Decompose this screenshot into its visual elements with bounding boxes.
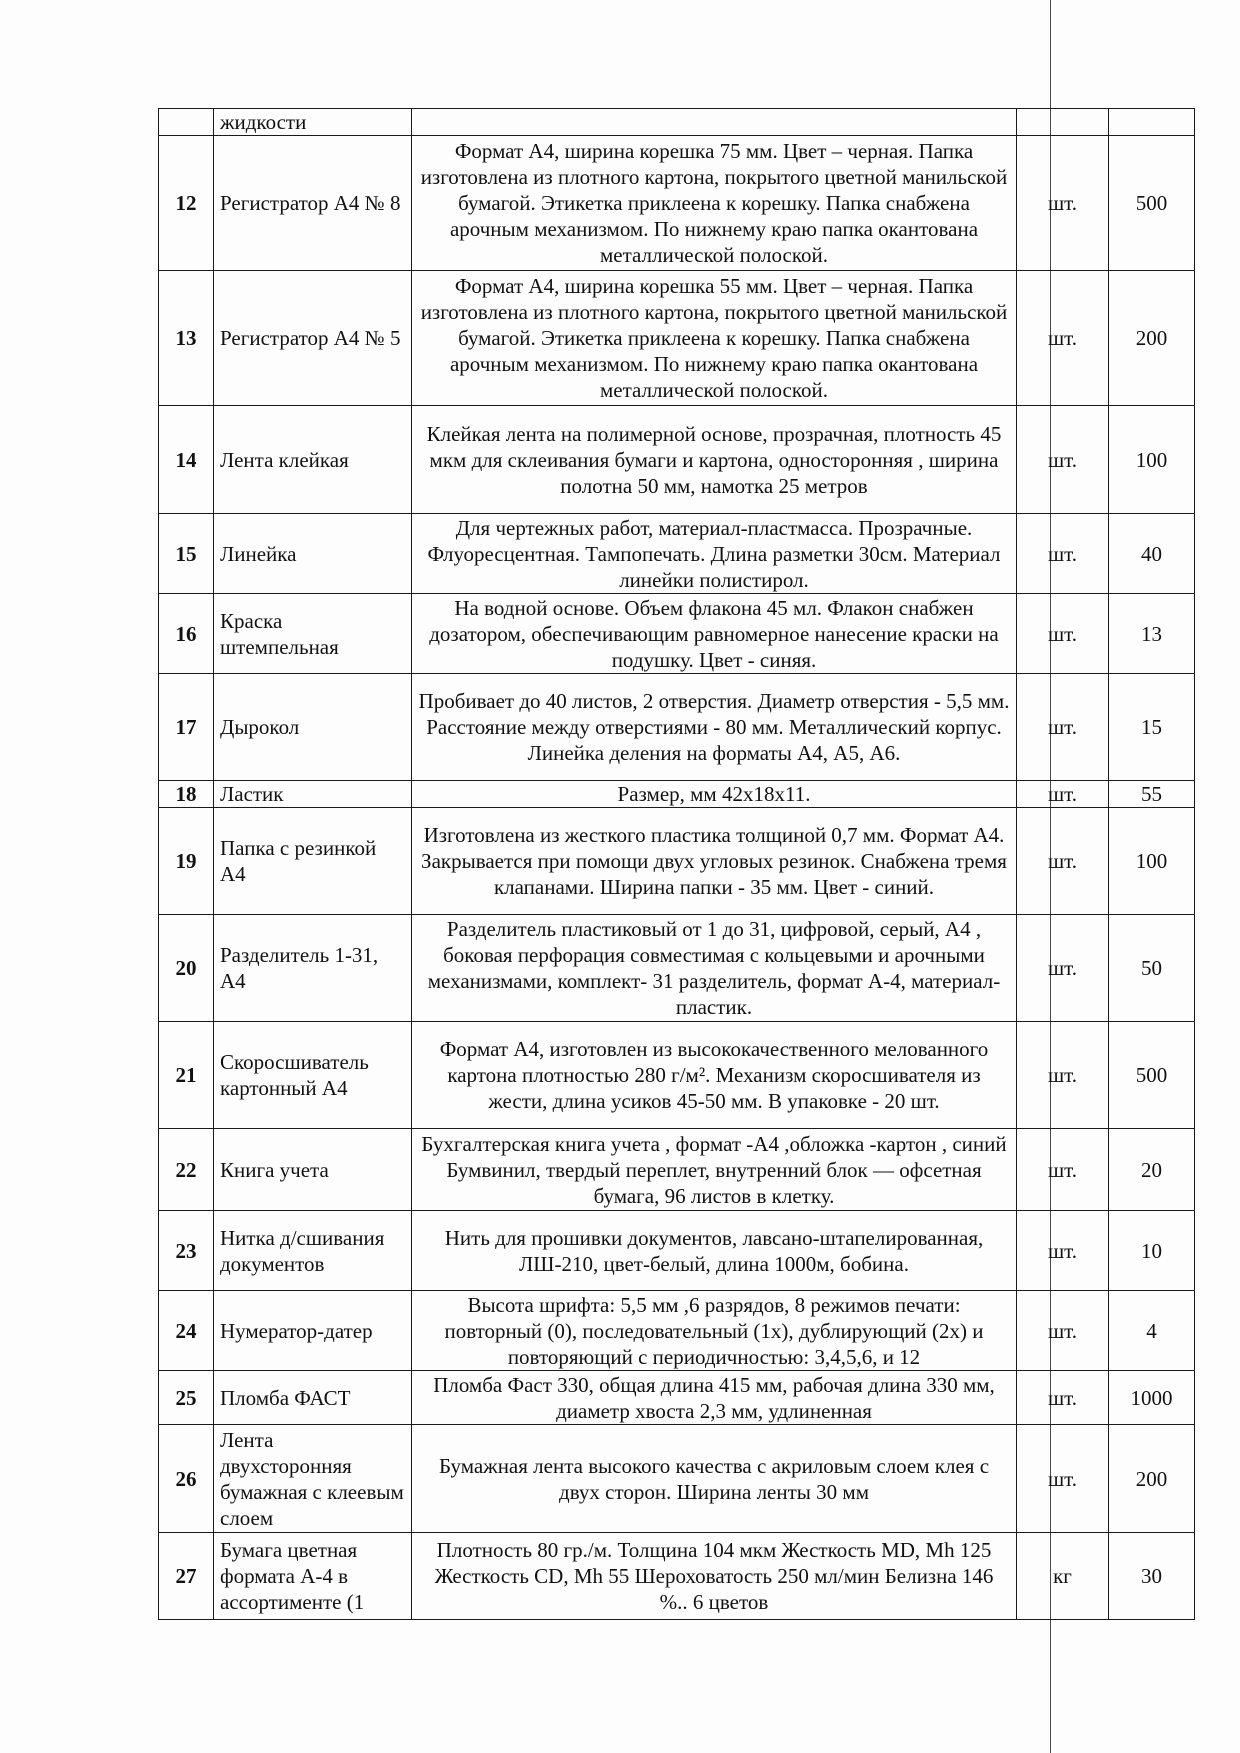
item-name-cell: Регистратор А4 № 8 xyxy=(214,136,412,271)
row-number-cell: 22 xyxy=(159,1129,214,1211)
unit-cell: шт. xyxy=(1017,406,1109,514)
quantity-cell: 1000 xyxy=(1109,1371,1195,1425)
description-cell xyxy=(412,109,1017,136)
quantity-cell: 40 xyxy=(1109,514,1195,594)
description-cell: Формат А4, изготовлен из высококачественного мелованного картона плотностью 280 г/м². Механизм скоросшивателя из жести, длина усиков 45-50 мм. В упаковке - 20 шт. xyxy=(412,1022,1017,1129)
unit-cell: шт. xyxy=(1017,136,1109,271)
description-cell: Формат А4, ширина корешка 75 мм. Цвет – черная. Папка изготовлена из плотного картона, покрытого цветной манильской бумагой. Этикетка приклеена к корешку. Папка снабжена арочным механизмом. По нижнему краю папка окантована металлической полоской. xyxy=(412,136,1017,271)
unit-cell: шт. xyxy=(1017,1425,1109,1533)
item-name-cell: Линейка xyxy=(214,514,412,594)
item-name-cell: Дырокол xyxy=(214,674,412,781)
item-name-cell: Разделитель 1-31, А4 xyxy=(214,915,412,1022)
unit-cell: шт. xyxy=(1017,674,1109,781)
description-cell: На водной основе. Объем флакона 45 мл. Флакон снабжен дозатором, обеспечивающим равномерное нанесение краски на подушку. Цвет - синяя. xyxy=(412,594,1017,674)
table-row xyxy=(159,1291,1195,1371)
quantity-cell: 500 xyxy=(1109,1022,1195,1129)
row-number-cell: 25 xyxy=(159,1371,214,1425)
description-cell: Бумажная лента высокого качества с акриловым слоем клея с двух сторон. Ширина ленты 30 мм xyxy=(412,1425,1017,1533)
table-row xyxy=(159,406,1195,514)
unit-cell: шт. xyxy=(1017,1022,1109,1129)
item-name-cell: Пломба ФАСТ xyxy=(214,1371,412,1425)
table-row xyxy=(159,781,1195,808)
quantity-cell: 100 xyxy=(1109,808,1195,915)
unit-cell: шт. xyxy=(1017,1129,1109,1211)
quantity-cell: 4 xyxy=(1109,1291,1195,1371)
item-name-cell: жидкости xyxy=(214,109,412,136)
unit-cell: шт. xyxy=(1017,514,1109,594)
unit-cell: шт. xyxy=(1017,1211,1109,1291)
table-row xyxy=(159,594,1195,674)
unit-cell: шт. xyxy=(1017,271,1109,406)
description-cell: Бухгалтерская книга учета , формат -А4 ,обложка -картон , синий Бумвинил, твердый переплет, внутренний блок — офсетная бумага, 96 листов в клетку. xyxy=(412,1129,1017,1211)
unit-cell: шт. xyxy=(1017,915,1109,1022)
description-cell: Формат А4, ширина корешка 55 мм. Цвет – черная. Папка изготовлена из плотного картона, покрытого цветной манильской бумагой. Этикетка приклеена к корешку. Папка снабжена арочным механизмом. По нижнему краю папка окантована металлической полоской. xyxy=(412,271,1017,406)
table-row-continuation xyxy=(159,109,1195,136)
description-cell: Нить для прошивки документов, лавсано-штапелированная, ЛШ-210, цвет-белый, длина 1000м, бобина. xyxy=(412,1211,1017,1291)
description-cell: Плотность 80 гр./м. Толщина 104 мкм Жесткость MD, Mh 125 Жесткость CD, Mh 55 Шероховатость 250 мл/мин Белизна 146 %.. 6 цветов xyxy=(412,1533,1017,1620)
table-row xyxy=(159,514,1195,594)
description-cell: Размер, мм 42х18х11. xyxy=(412,781,1017,808)
row-number-cell: 24 xyxy=(159,1291,214,1371)
table-row xyxy=(159,271,1195,406)
table-row xyxy=(159,1211,1195,1291)
row-number-cell: 20 xyxy=(159,915,214,1022)
quantity-cell xyxy=(1109,109,1195,136)
quantity-cell: 15 xyxy=(1109,674,1195,781)
item-name-cell: Нитка д/сшивания документов xyxy=(214,1211,412,1291)
row-number-cell: 27 xyxy=(159,1533,214,1620)
row-number-cell: 13 xyxy=(159,271,214,406)
row-number-cell: 18 xyxy=(159,781,214,808)
table-row xyxy=(159,136,1195,271)
description-cell: Для чертежных работ, материал-пластмасса. Прозрачные. Флуоресцентная. Тампопечать. Длина разметки 30см. Материал линейки полистирол. xyxy=(412,514,1017,594)
description-cell: Изготовлена из жесткого пластика толщиной 0,7 мм. Формат А4. Закрывается при помощи двух угловых резинок. Снабжена тремя клапанами. Ширина папки - 35 мм. Цвет - синий. xyxy=(412,808,1017,915)
quantity-cell: 100 xyxy=(1109,406,1195,514)
item-name-cell: Лента клейкая xyxy=(214,406,412,514)
item-name-cell: Краска штемпельная xyxy=(214,594,412,674)
table-row xyxy=(159,1022,1195,1129)
quantity-cell: 200 xyxy=(1109,271,1195,406)
unit-cell: шт. xyxy=(1017,1371,1109,1425)
quantity-cell: 13 xyxy=(1109,594,1195,674)
unit-cell: кг xyxy=(1017,1533,1109,1620)
description-cell: Пробивает до 40 листов, 2 отверстия. Диаметр отверстия - 5,5 мм. Расстояние между отверстиями - 80 мм. Металлический корпус. Линейка деления на форматы А4, А5, А6. xyxy=(412,674,1017,781)
item-name-cell: Лента двухсторонняя бумажная с клеевым слоем xyxy=(214,1425,412,1533)
item-name-cell: Книга учета xyxy=(214,1129,412,1211)
row-number-cell: 17 xyxy=(159,674,214,781)
row-number-cell: 23 xyxy=(159,1211,214,1291)
table-row xyxy=(159,1371,1195,1425)
table-row xyxy=(159,1533,1195,1620)
quantity-cell: 500 xyxy=(1109,136,1195,271)
table-row xyxy=(159,915,1195,1022)
unit-cell: шт. xyxy=(1017,808,1109,915)
item-name-cell: Регистратор А4 № 5 xyxy=(214,271,412,406)
row-number-cell: 16 xyxy=(159,594,214,674)
row-number-cell xyxy=(159,109,214,136)
quantity-cell: 10 xyxy=(1109,1211,1195,1291)
description-cell: Разделитель пластиковый от 1 до 31, цифровой, серый, А4 , боковая перфорация совместимая с кольцевыми и арочными механизмами, комплект- 31 разделитель, формат А-4, материал-пластик. xyxy=(412,915,1017,1022)
item-name-cell: Папка с резинкой А4 xyxy=(214,808,412,915)
unit-cell: шт. xyxy=(1017,781,1109,808)
table-row xyxy=(159,674,1195,781)
quantity-cell: 50 xyxy=(1109,915,1195,1022)
unit-cell xyxy=(1017,109,1109,136)
row-number-cell: 21 xyxy=(159,1022,214,1129)
table-row xyxy=(159,1425,1195,1533)
row-number-cell: 14 xyxy=(159,406,214,514)
row-number-cell: 15 xyxy=(159,514,214,594)
row-number-cell: 26 xyxy=(159,1425,214,1533)
row-number-cell: 19 xyxy=(159,808,214,915)
description-cell: Пломба Фаст 330, общая длина 415 мм, рабочая длина 330 мм, диаметр хвоста 2,3 мм, удлиненная xyxy=(412,1371,1017,1425)
quantity-cell: 30 xyxy=(1109,1533,1195,1620)
quantity-cell: 55 xyxy=(1109,781,1195,808)
description-cell: Клейкая лента на полимерной основе, прозрачная, плотность 45 мкм для склеивания бумаги и картона, односторонняя , ширина полотна 50 мм, намотка 25 метров xyxy=(412,406,1017,514)
quantity-cell: 200 xyxy=(1109,1425,1195,1533)
unit-cell: шт. xyxy=(1017,594,1109,674)
item-name-cell: Ластик xyxy=(214,781,412,808)
row-number-cell: 12 xyxy=(159,136,214,271)
item-name-cell: Скоросшиватель картонный А4 xyxy=(214,1022,412,1129)
item-name-cell: Бумага цветная формата А-4 в ассортименте (1 xyxy=(214,1533,412,1620)
quantity-cell: 20 xyxy=(1109,1129,1195,1211)
item-name-cell: Нумератор-датер xyxy=(214,1291,412,1371)
table-row xyxy=(159,1129,1195,1211)
description-cell: Высота шрифта: 5,5 мм ,6 разрядов, 8 режимов печати: повторный (0), последовательный (1х), дублирующий (2х) и повторяющий с периодичностью: 3,4,5,6, и 12 xyxy=(412,1291,1017,1371)
table-row xyxy=(159,808,1195,915)
unit-cell: шт. xyxy=(1017,1291,1109,1371)
specification-table xyxy=(158,108,1195,1620)
